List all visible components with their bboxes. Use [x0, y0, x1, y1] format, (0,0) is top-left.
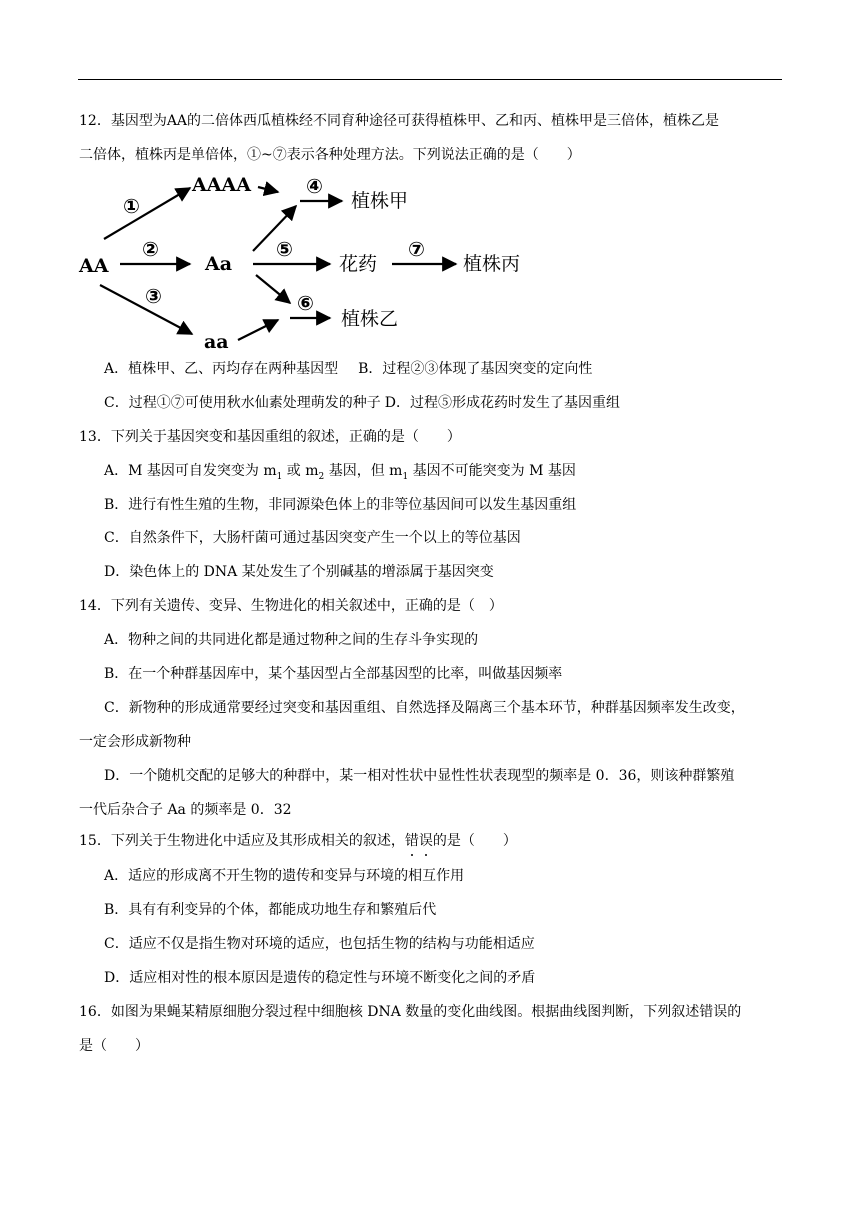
label-process3: ③ — [145, 284, 162, 308]
q14-option-c-line1[interactable]: C．新物种的形成通常要经过突变和基因重组、自然选择及隔离三个基本环节，种群基因频率发生改变， — [104, 700, 745, 716]
q12-stem-line1: 12．基因型为AA的二倍体西瓜植株经不同育种途径可获得植株甲、乙和丙、植株甲是三倍体，植株乙是 — [79, 113, 720, 129]
label-process1: ① — [123, 194, 140, 218]
arrow-aahet-to-plant-b — [256, 275, 290, 303]
label-plant-c: 植株丙 — [463, 253, 521, 275]
label-anther: 花药 — [339, 253, 378, 275]
breeding-diagram — [0, 0, 860, 360]
label-process2: ② — [142, 237, 159, 261]
q14-option-d-line2[interactable]: 一代后杂合子 Aa 的频率是 0．32 — [79, 802, 292, 818]
q13-option-c[interactable]: C．自然条件下，大肠杆菌可通过基因突变产生一个以上的等位基因 — [104, 530, 521, 546]
q14-option-b[interactable]: B．在一个种群基因库中，某个基因型占全部基因型的比率，叫做基因频率 — [104, 666, 563, 682]
q12-option-d[interactable]: D．过程⑤形成花药时发生了基因重组 — [384, 395, 620, 411]
q12-option-b[interactable]: B．过程②③体现了基因突变的定向性 — [358, 361, 593, 377]
q12-option-c[interactable]: C．过程①⑦可使用秋水仙素处理萌发的种子 — [104, 395, 381, 411]
q13-option-d[interactable]: D．染色体上的 DNA 某处发生了个别碱基的增添属于基因突变 — [104, 564, 494, 580]
arrow-aa-to-aaaa — [104, 188, 190, 239]
q16-stem-line2: 是（ ） — [79, 1038, 149, 1054]
arrow-aarec-to-plant-b — [238, 320, 278, 340]
arrow-aaaa-to-plant-a — [258, 187, 278, 192]
q14-option-c-line2[interactable]: 一定会形成新物种 — [79, 734, 191, 750]
q15-option-c[interactable]: C．适应不仅是指生物对环境的适应，也包括生物的结构与功能相适应 — [104, 936, 535, 952]
q15-option-b[interactable]: B．具有有利变异的个体，都能成功地生存和繁殖后代 — [104, 902, 437, 918]
label-aa-rec: aa — [204, 331, 229, 353]
label-plant-b: 植株乙 — [341, 308, 399, 330]
q14-stem: 14．下列有关遗传、变异、生物进化的相关叙述中，正确的是（ ） — [79, 598, 503, 614]
q14-option-d-line1[interactable]: D．一个随机交配的足够大的种群中，某一相对性状中显性性状表现型的频率是 0．36，则该种群繁殖 — [104, 768, 735, 784]
q13-stem: 13．下列关于基因突变和基因重组的叙述，正确的是（ ） — [79, 429, 461, 445]
q12-stem-line2: 二倍体，植株丙是单倍体，①~⑦表示各种处理方法。下列说法正确的是（ ） — [79, 147, 581, 163]
q12-options-cd — [104, 393, 620, 413]
q15-option-a[interactable]: A．适应的形成离不开生物的遗传和变异与环境的相互作用 — [104, 868, 465, 884]
label-plant-a: 植株甲 — [351, 190, 409, 212]
label-process4: ④ — [306, 174, 323, 198]
emphasis-char: 错 — [404, 833, 419, 849]
label-process7: ⑦ — [408, 237, 425, 261]
q12-option-a[interactable]: A．植株甲、乙、丙均存在两种基因型 — [104, 361, 339, 377]
q13-option-a[interactable]: A．M 基因可自发突变为 $m_1$ 或 $m_2$ 基因，但 $m_1$ 基因不可能突变为 M 基因 — [104, 463, 576, 482]
q15-option-d[interactable]: D．适应相对性的根本原因是遗传的稳定性与环境不断变化之间的矛盾 — [104, 970, 536, 986]
q14-option-a[interactable]: A．物种之间的共同进化都是通过物种之间的生存斗争实现的 — [104, 632, 479, 648]
label-process5: ⑤ — [276, 237, 293, 261]
label-aa-het: Aa — [205, 253, 233, 275]
label-aaaa: AAAA — [192, 174, 251, 196]
q13-option-b[interactable]: B．进行有性生殖的生物，非同源染色体上的非等位基因间可以发生基因重组 — [104, 497, 577, 513]
q15-stem: 15．下列关于生物进化中适应及其形成相关的叙述，错误的是（ ） — [79, 833, 517, 849]
label-process6: ⑥ — [297, 291, 314, 315]
q16-stem-line1: 16．如图为果蝇某精原细胞分裂过程中细胞核 DNA 数量的变化曲线图。根据曲线图判断，下列叙述错误的 — [79, 1004, 742, 1020]
emphasis-char: 误 — [418, 833, 433, 849]
q12-options-ab — [104, 359, 592, 379]
label-aa: AA — [79, 255, 109, 277]
